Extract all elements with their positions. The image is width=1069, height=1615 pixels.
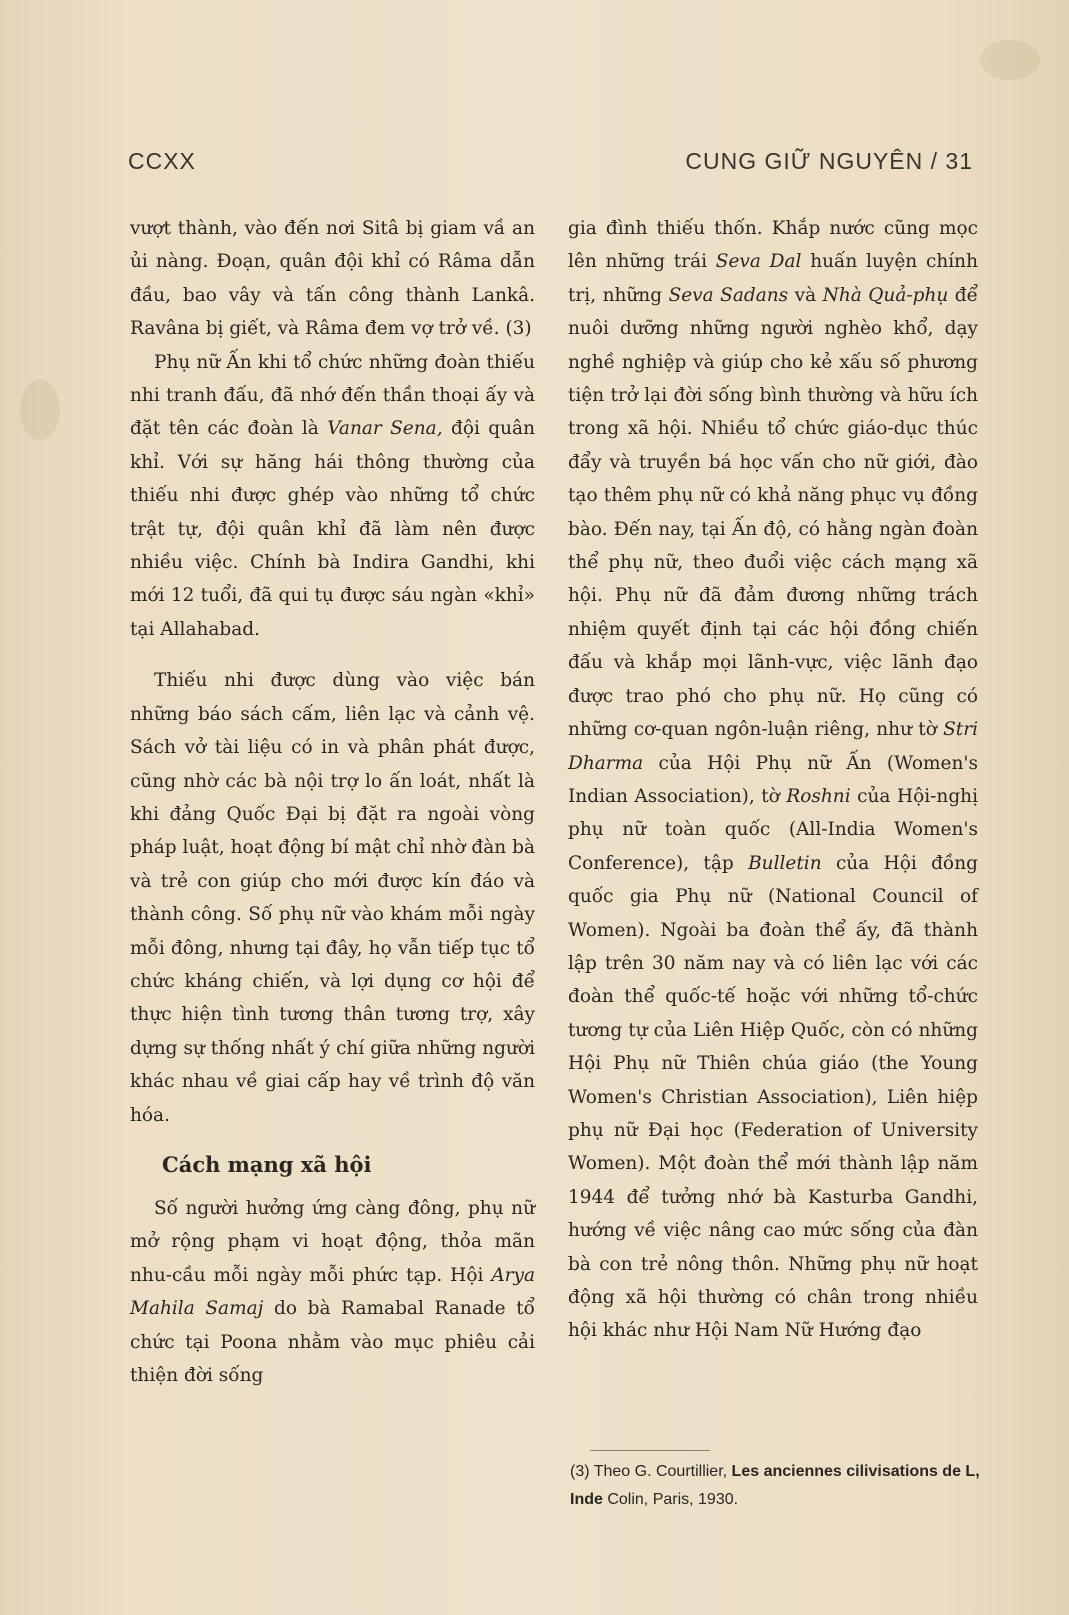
footnote-text: Colin, Paris, 1930. (602, 1491, 739, 1508)
running-header (128, 148, 973, 188)
italic-term: Seva Sadans (668, 284, 789, 306)
text-run: và (788, 284, 823, 306)
paragraph: vượt thành, vào đến nơi Sitâ bị giam vầ an ủi nàng. Đoạn, quân đội khỉ có Râma dẫn đầu, bao vây và tấn công thành Lankâ. Ravâna bị giết, và Râma đem vợ trở về. (3) (130, 218, 535, 340)
italic-term: Roshni (786, 785, 851, 807)
text-run: để nuôi dưỡng những người nghèo khổ, dạy nghề nghiệp và giúp cho kẻ xấu số phương tiện trở lại đời sống bình thường và hữu ích trong xã hội. Nhiều tổ chức giáo-dục thúc đẩy và truyền bá học vấn cho nữ giới, đào tạo thêm phụ nữ có khả năng phục vụ đồng bào. Đến nay, tại Ấn độ, có hằng ngàn đoàn thể phụ nữ, theo đuổi việc cách mạng xã hội. Phụ nữ đã đảm đương những trách nhiệm quyết định tại các hội đồng chiến đấu và khắp mọi lãnh-vực, việc lãnh đạo được trao phó cho phụ nữ. Họ cũng có những cơ-quan ngôn-luận riêng, như tờ (568, 284, 979, 741)
footnote-rule (590, 1450, 710, 1451)
text-run: của Hội Phụ nữ Ấn (Women's Indian Association), tờ (568, 752, 978, 807)
text-run: huấn luyện chính trị, những (568, 251, 978, 306)
text-run: của Hội-nghị phụ nữ toàn quốc (All-India Women's Conference), tập (568, 785, 978, 874)
footnote (570, 1458, 980, 1514)
header-left: CCXX (128, 148, 196, 174)
text-run: do bà Ramabal Ranade tổ chức tại Poona nhằm vào mục phiêu cải thiện đời sống (130, 1298, 535, 1386)
italic-term: Arya Mahila Samaj (130, 1264, 535, 1320)
right-column (568, 212, 978, 1348)
left-column (130, 212, 535, 1392)
text-run: Số người hưởng ứng càng đông, phụ nữ mở rộng phạm vi hoạt động, thỏa mãn nhu-cầu mỗi ngày mỗi phức tạp. Hội (130, 1197, 535, 1286)
italic-term: Bulletin (748, 852, 822, 874)
paragraph (130, 1192, 535, 1392)
footnote-text: (3) Theo G. Courtillier, (570, 1463, 732, 1480)
text-run: Phụ nữ Ấn khi tổ chức những đoàn thiếu nhi tranh đấu, đã nhớ đến thần thoại ấy và đặt tên các đoàn là (130, 351, 535, 440)
text-run: của Hội đồng quốc gia Phụ nữ (National Council of Women). Ngoài ba đoàn thể ấy, đã thành lập trên 30 năm nay và có liên lạc với các đoàn thể quốc-tế hoặc với những tổ-chức tương tự của Liên Hiệp Quốc, còn có những Hội Phụ nữ Thiên chúa giáo (the Young Women's Christian Association), Liên hiệp phụ nữ Đại học (Federation of University Women). Một đoàn thể mới thành lập năm 1944 để tưởng nhớ bà Kasturba Gandhi, hướng về việc nâng cao mức sống của đàn bà con trẻ nông thôn. Những phụ nữ hoạt động xã hội thường có chân trong nhiều hội khác như Hội Nam Nữ Hướng đạo (568, 852, 978, 1342)
header-right: CUNG GIỮ NGUYÊN / 31 (685, 148, 973, 174)
italic-term: Stri Dharma (568, 719, 978, 774)
italic-term: Nhà Quả-phụ (822, 284, 949, 306)
paragraph (130, 346, 535, 647)
text-run: gia đình thiếu thốn. Khắp nước cũng mọc lên những trái (568, 218, 978, 273)
paper-stain (980, 40, 1040, 80)
section-heading: Cách mạng xã hội (162, 1151, 372, 1177)
paper-stain (20, 380, 60, 440)
paragraph (568, 212, 978, 1348)
italic-term: Seva Dal (715, 251, 802, 273)
text-run: đội quân khỉ. Với sự hăng hái thông thường của thiếu nhi được ghép vào những tổ chức trật tự, đội quân khỉ đã làm nên được nhiều việc. Chính bà Indira Gandhi, khi mới 12 tuổi, đã qui tụ được sáu ngàn «khỉ» tại Allahabad. (130, 418, 535, 640)
paragraph: Thiếu nhi được dùng vào việc bán những báo sách cấm, liên lạc và cảnh vệ. Sách vở tài liệu có in và phân phát được, cũng nhờ các bà nội trợ lo ấn loát, nhất là khi đảng Quốc Đại bị đặt ra ngoài vòng pháp luật, hoạt động bí mật chỉ nhờ đàn bà và trẻ con giúp cho mới được kín đáo và thành công. Số phụ nữ vào khám mỗi ngày mỗi đông, nhưng tại đây, họ vẫn tiếp tục tổ chức kháng chiến, và lợi dụng cơ hội để thực hiện tình tương thân tương trợ, xây dựng sự thống nhất ý chí giữa những người khác nhau về giai cấp hay về trình độ văn hóa. (130, 670, 535, 1126)
italic-term: Vanar Sena, (327, 418, 443, 440)
footnote-title: Les anciennes cilivisations de L, Inde (570, 1463, 980, 1508)
